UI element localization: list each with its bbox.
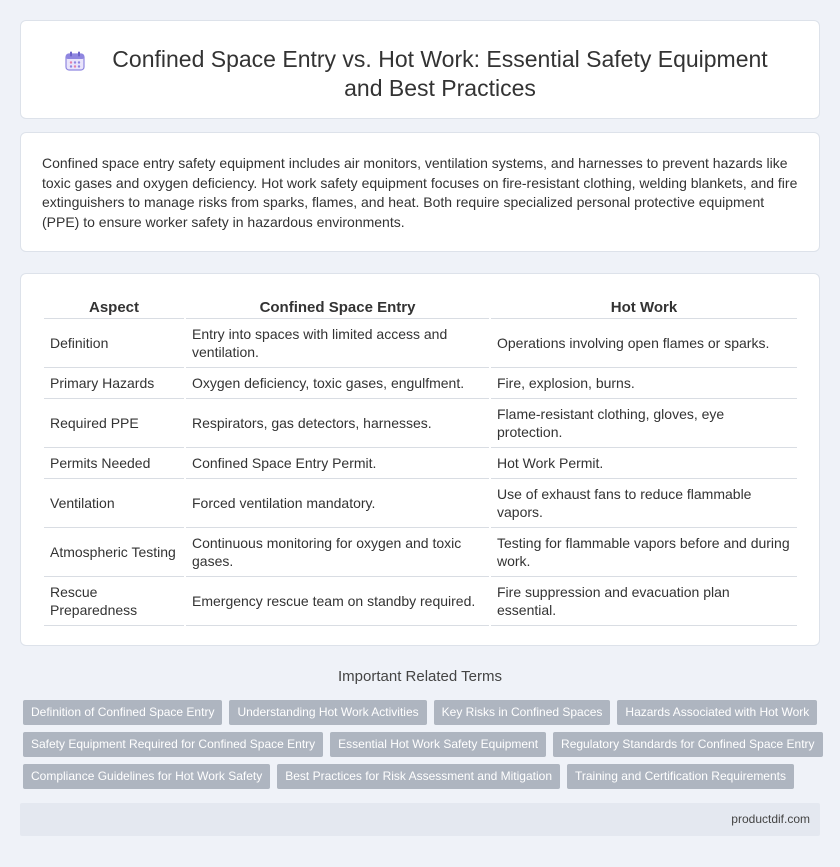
tag-row	[23, 764, 823, 789]
row-aspect: Atmospheric Testing	[44, 528, 184, 577]
row-hotwork: Hot Work Permit.	[491, 448, 797, 479]
row-confined: Emergency rescue team on standby required.	[186, 577, 489, 626]
table-row	[44, 368, 797, 399]
table-row	[44, 577, 797, 626]
row-confined: Continuous monitoring for oxygen and toxic gases.	[186, 528, 489, 577]
title-wrap	[21, 45, 819, 103]
related-term-tag[interactable]: Best Practices for Risk Assessment and Mitigation	[277, 764, 560, 789]
row-hotwork: Testing for flammable vapors before and during work.	[491, 528, 797, 577]
row-hotwork: Fire, explosion, burns.	[491, 368, 797, 399]
summary-text: Confined space entry safety equipment includes air monitors, ventilation systems, and harnesses to prevent hazards like toxic gases and oxygen deficiency. Hot work safety equipment focuses on fire-resistant clothing, welding blankets, and fire extinguishers to manage risks from sparks, flames, and heat. Both require specialized personal protective equipment (PPE) to ensure worker safety in hazardous environments.	[42, 155, 798, 230]
table-header-row	[44, 296, 797, 319]
row-aspect: Rescue Preparedness	[44, 577, 184, 626]
related-terms-title: Important Related Terms	[338, 668, 502, 685]
related-terms	[23, 700, 823, 796]
tag-row	[23, 732, 823, 757]
row-confined: Respirators, gas detectors, harnesses.	[186, 399, 489, 448]
calendar-icon	[64, 50, 86, 72]
page-title: Confined Space Entry vs. Hot Work: Essential Safety Equipment and Best Practices	[112, 46, 768, 101]
related-term-tag[interactable]: Compliance Guidelines for Hot Work Safety	[23, 764, 270, 789]
related-term-tag[interactable]: Essential Hot Work Safety Equipment	[330, 732, 546, 757]
row-aspect: Ventilation	[44, 479, 184, 528]
row-confined: Forced ventilation mandatory.	[186, 479, 489, 528]
row-confined: Confined Space Entry Permit.	[186, 448, 489, 479]
row-confined: Entry into spaces with limited access and ventilation.	[186, 319, 489, 368]
related-term-tag[interactable]: Key Risks in Confined Spaces	[434, 700, 611, 725]
row-hotwork: Fire suppression and evacuation plan essential.	[491, 577, 797, 626]
related-term-tag[interactable]: Understanding Hot Work Activities	[229, 700, 426, 725]
header-confined-space-entry: Confined Space Entry	[186, 296, 489, 319]
header-aspect: Aspect	[44, 296, 184, 319]
footer-site-link[interactable]: productdif.com	[731, 812, 810, 826]
row-hotwork: Operations involving open flames or sparks.	[491, 319, 797, 368]
row-aspect: Required PPE	[44, 399, 184, 448]
row-hotwork: Flame-resistant clothing, gloves, eye protection.	[491, 399, 797, 448]
related-term-tag[interactable]: Definition of Confined Space Entry	[23, 700, 222, 725]
table-row	[44, 448, 797, 479]
row-hotwork: Use of exhaust fans to reduce flammable vapors.	[491, 479, 797, 528]
row-aspect: Definition	[44, 319, 184, 368]
row-aspect: Permits Needed	[44, 448, 184, 479]
table-row	[44, 399, 797, 448]
row-aspect: Primary Hazards	[44, 368, 184, 399]
related-term-tag[interactable]: Hazards Associated with Hot Work	[617, 700, 817, 725]
related-term-tag[interactable]: Safety Equipment Required for Confined Space Entry	[23, 732, 323, 757]
header-hot-work: Hot Work	[491, 296, 797, 319]
table-row	[44, 319, 797, 368]
related-term-tag[interactable]: Training and Certification Requirements	[567, 764, 794, 789]
comparison-card	[20, 273, 820, 646]
header-card	[20, 20, 820, 119]
summary-card	[20, 132, 820, 252]
related-term-tag[interactable]: Regulatory Standards for Confined Space Entry	[553, 732, 822, 757]
tag-row	[23, 700, 823, 725]
row-confined: Oxygen deficiency, toxic gases, engulfment.	[186, 368, 489, 399]
footer	[20, 803, 820, 836]
table-row	[44, 528, 797, 577]
table-row	[44, 479, 797, 528]
comparison-table	[42, 296, 799, 626]
